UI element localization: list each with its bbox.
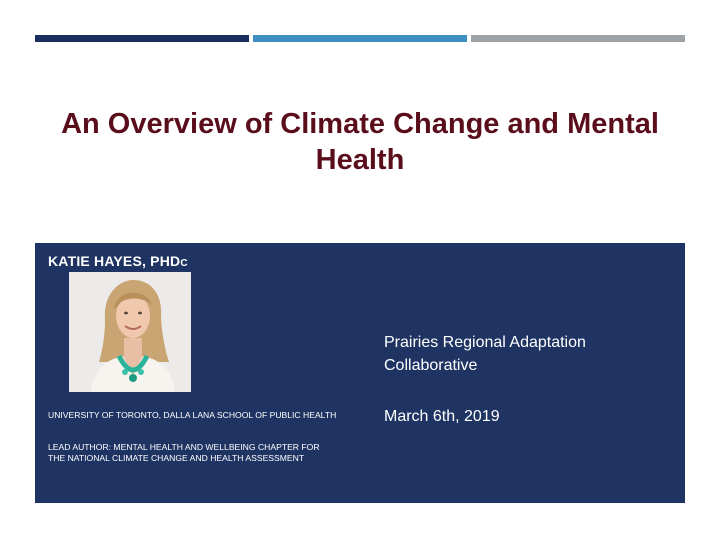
slide-title: An Overview of Climate Change and Mental Health bbox=[61, 108, 659, 176]
affiliation-lead-author: LEAD AUTHOR: MENTAL HEALTH AND WELLBEING CHAPTER FOR THE NATIONAL CLIMATE CHANGE AND HEALTH ASSESSMENT bbox=[48, 442, 320, 463]
event-name: Prairies Regional Adaptation Collaborative bbox=[384, 334, 586, 374]
presenter-panel bbox=[35, 243, 685, 503]
presenter-name-text: KATIE HAYES, PHD bbox=[48, 253, 181, 269]
presenter-name-suffix: C bbox=[180, 258, 188, 269]
presenter-name bbox=[48, 253, 188, 269]
accent-bar-blue bbox=[253, 35, 467, 42]
affiliation-university: UNIVERSITY OF TORONTO, DALLA LANA SCHOOL OF PUBLIC HEALTH bbox=[48, 410, 337, 420]
accent-bar-navy bbox=[35, 35, 249, 42]
event-date: March 6th, 2019 bbox=[384, 408, 500, 425]
presenter-photo bbox=[69, 272, 191, 392]
accent-bar-gray bbox=[471, 35, 685, 42]
presenter-portrait-image bbox=[69, 272, 191, 392]
